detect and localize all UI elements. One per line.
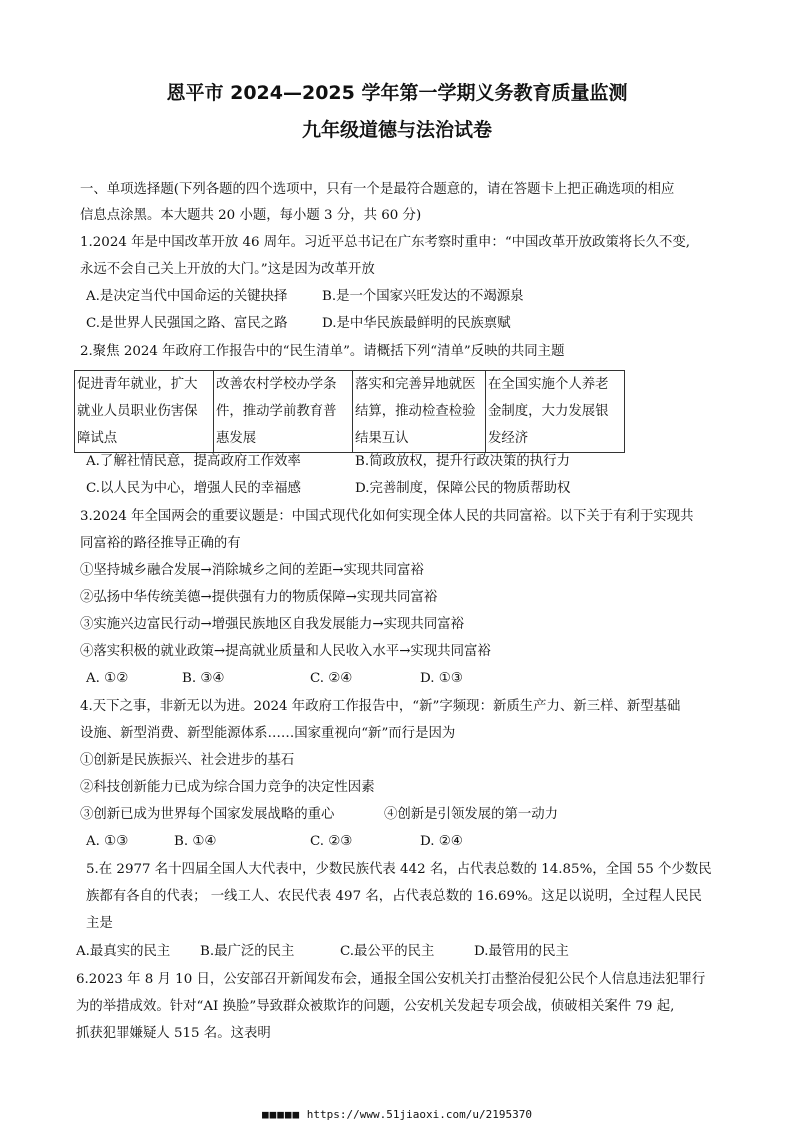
q4-stem-line-1: 4.天下之事，非新无以为进。2024 年政府工作报告中，“新”字频现：新质生产力、新三样、新型基础 (80, 699, 681, 714)
page-footer (0, 1108, 794, 1121)
q5-stem-line-3: 主是 (86, 916, 113, 931)
q3-stem-line-1: 3.2024 年全国两会的重要议题是：中国式现代化如何实现全体人民的共同富裕。以下关于有利于实现共 (80, 509, 694, 524)
q3-statement-3: ③实施兴边富民行动→增强民族地区自我发展能力→实现共同富裕 (80, 617, 464, 632)
q2-option-b: B.简政放权，提升行政决策的执行力 (355, 454, 570, 469)
q3-option-d: D. ①③ (420, 671, 463, 686)
q2-option-d: D.完善制度，保障公民的物质帮助权 (355, 481, 571, 496)
table-cell: 改善农村学校办学条 件，推动学前教育普 惠发展 (214, 371, 353, 453)
q3-statement-4: ④落实积极的就业政策→提高就业质量和人民收入水平→实现共同富裕 (80, 644, 491, 659)
q2-option-a: A.了解社情民意，提高政府工作效率 (86, 454, 301, 469)
watermark-mark: ■■■■■ (262, 1108, 301, 1121)
q5-option-a: A.最真实的民主 (76, 944, 171, 959)
q2-option-c: C.以人民为中心，增强人民的幸福感 (86, 481, 301, 496)
exam-subtitle: 九年级道德与法治试卷 (301, 119, 492, 141)
q2-stem: 2.聚焦 2024 年政府工作报告中的“民生清单”。请概括下列“清单”反映的共同主题 (80, 344, 565, 359)
q1-stem-line-2: 永远不会自己关上开放的大门。”这是因为改革开放 (80, 262, 375, 277)
q3-statement-2: ②弘扬中华传统美德→提供强有力的物质保障→实现共同富裕 (80, 590, 438, 605)
q4-statement-4: ④创新是引领发展的第一动力 (384, 807, 559, 822)
q5-stem-line-2: 族都有各自的代表； 一线工人、农民代表 497 名，占代表总数的 16.69%。这足以说明，全过程人民民 (86, 889, 702, 904)
q6-stem-line-1: 6.2023 年 8 月 10 日，公安部召开新闻发布会，通报全国公安机关打击整治侵犯公民个人信息违法犯罪行 (76, 972, 706, 987)
q3-option-c: C. ②④ (310, 671, 353, 686)
q1-option-d: D.是中华民族最鲜明的民族禀赋 (322, 316, 511, 331)
table-cell: 落实和完善异地就医 结算，推动检查检验 结果互认 (353, 371, 486, 453)
q1-stem-line-1: 1.2024 年是中国改革开放 46 周年。习近平总书记在广东考察时重申：“中国改革开放政策将长久不变, (80, 235, 690, 250)
q3-option-b: B. ③④ (182, 671, 225, 686)
q4-statement-2: ②科技创新能力已成为综合国力竞争的决定性因素 (80, 780, 375, 795)
footer-url[interactable]: https://www.51jiaoxi.com/u/2195370 (306, 1108, 532, 1121)
q4-option-d: D. ②④ (420, 834, 463, 849)
q3-statement-1: ①坚持城乡融合发展→消除城乡之间的差距→实现共同富裕 (80, 563, 424, 578)
q1-option-c: C.是世界人民强国之路、富民之路 (86, 316, 288, 331)
section-instruction-line-1: 一、单项选择题(下列各题的四个选项中，只有一个是最符合题意的，请在答题卡上把正确选项的相应 (80, 182, 675, 197)
table-row (75, 371, 625, 453)
q4-option-b: B. ①④ (174, 834, 217, 849)
q4-statement-3: ③创新已成为世界每个国家发展战略的重心 (80, 807, 335, 822)
q1-option-a: A.是决定当代中国命运的关键抉择 (86, 289, 288, 304)
table-cell: 在全国实施个人养老 金制度，大力发展银 发经济 (486, 371, 625, 453)
q4-option-a: A. ①③ (86, 834, 129, 849)
q4-statement-1: ①创新是民族振兴、社会进步的基石 (80, 753, 295, 768)
q6-stem-line-2: 为的举措成效。针对“AI 换脸”导致群众被欺诈的问题，公安机关发起专项会战，侦破相关案件 79 起, (76, 999, 675, 1014)
exam-title: 恩平市 2024—2025 学年第一学期义务教育质量监测 (166, 82, 628, 104)
q3-option-a: A. ①② (86, 671, 129, 686)
q3-stem-line-2: 同富裕的路径推导正确的有 (80, 536, 241, 551)
q4-stem-line-2: 设施、新型消费、新型能源体系……国家重视向“新”而行是因为 (80, 726, 456, 741)
q6-stem-line-3: 抓获犯罪嫌疑人 515 名。这表明 (76, 1026, 271, 1041)
q5-stem-line-1: 5.在 2977 名十四届全国人大代表中，少数民族代表 442 名，占代表总数的 14.85%，全国 55 个少数民 (86, 862, 712, 877)
q5-option-d: D.最管用的民主 (474, 944, 569, 959)
table-cell: 促进青年就业，扩大 就业人员职业伤害保 障试点 (75, 371, 214, 453)
section-instruction-line-2: 信息点涂黑。本大题共 20 小题，每小题 3 分，共 60 分) (80, 208, 422, 223)
q4-option-c: C. ②③ (310, 834, 353, 849)
q5-option-c: C.最公平的民主 (340, 944, 435, 959)
q5-option-b: B.最广泛的民主 (200, 944, 295, 959)
q2-livelihood-table (74, 370, 625, 453)
q1-option-b: B.是一个国家兴旺发达的不竭源泉 (322, 289, 524, 304)
